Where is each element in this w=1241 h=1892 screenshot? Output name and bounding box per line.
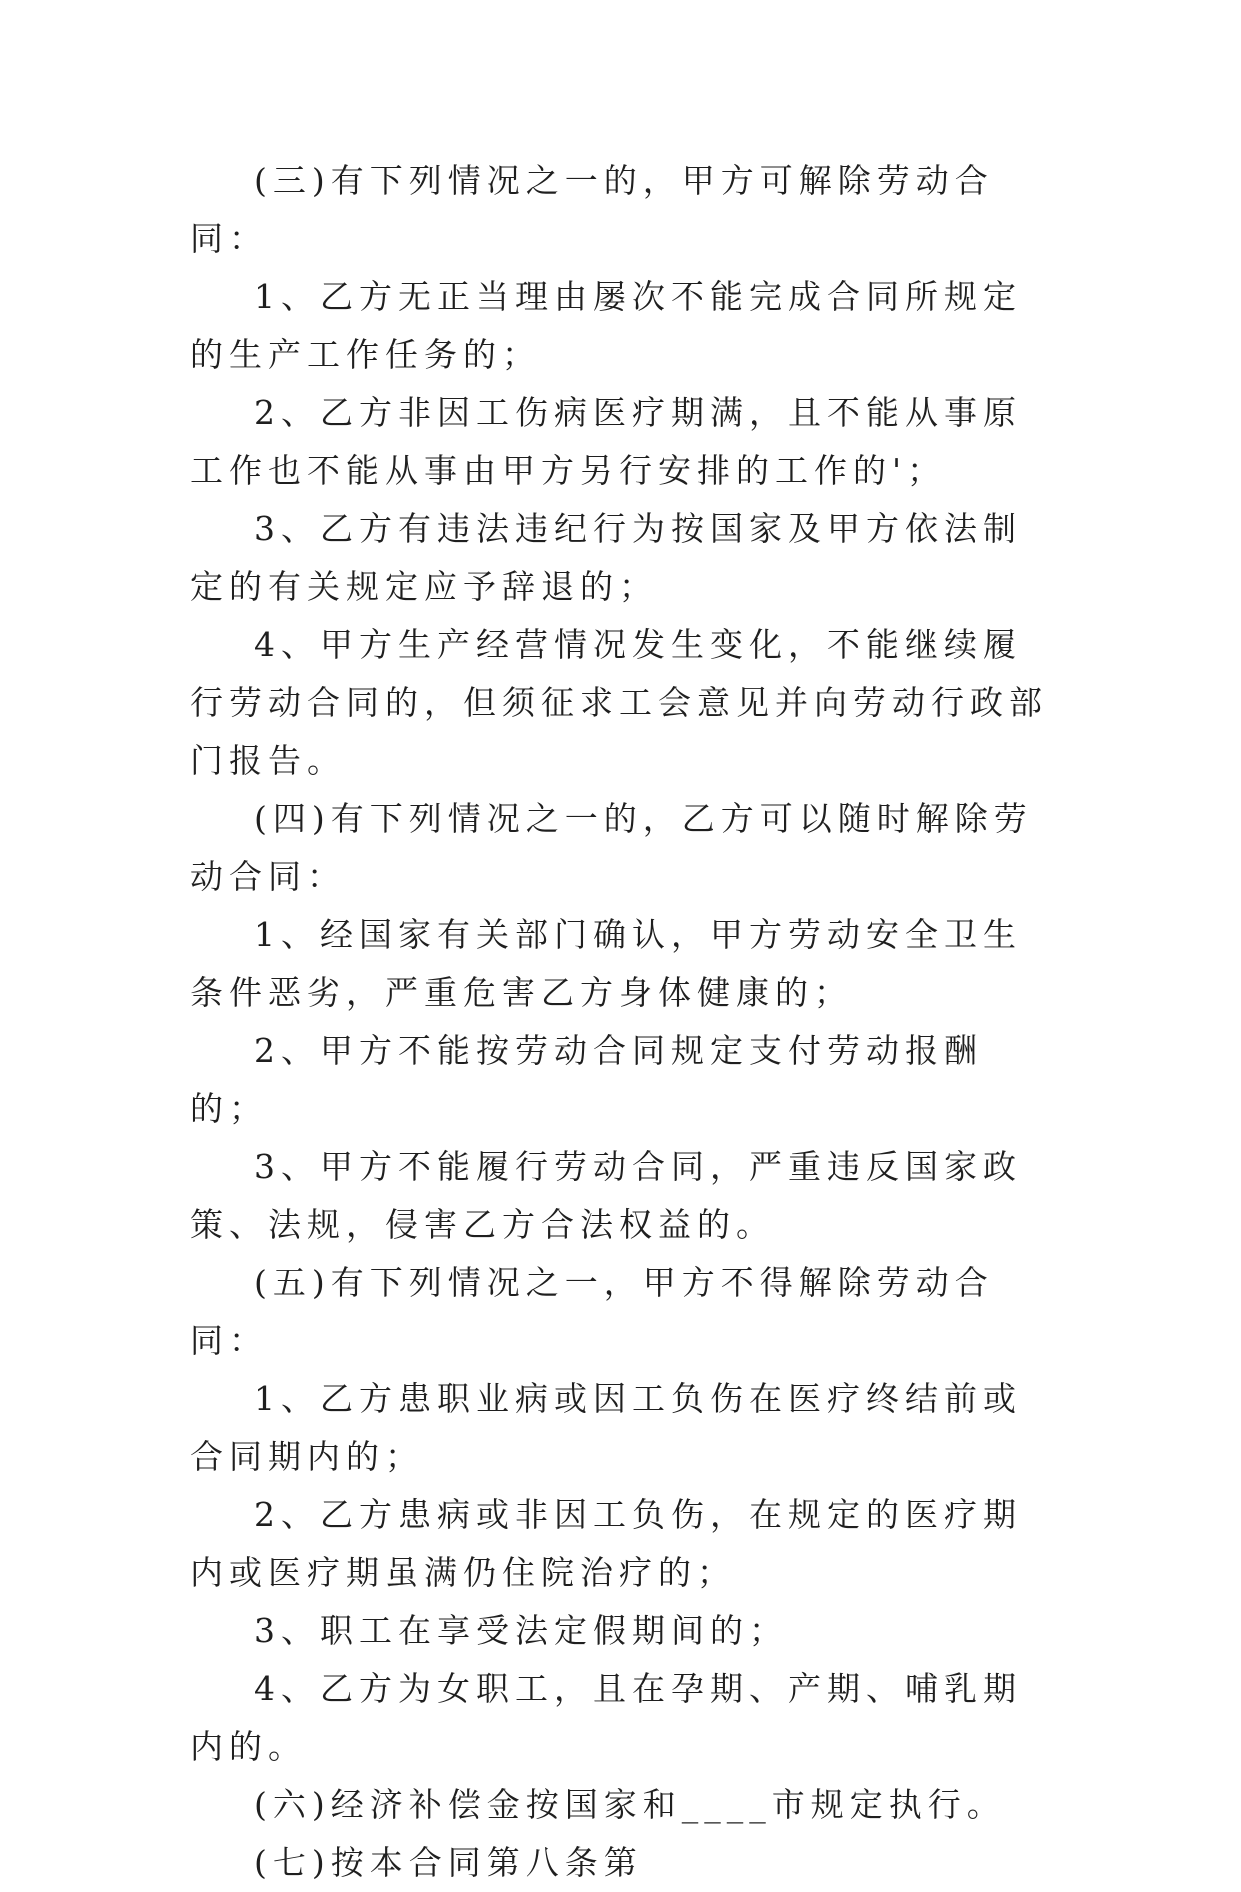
section-3-item-4: 4、甲方生产经营情况发生变化，不能继续履行劳动合同的，但须征求工会意见并向劳动行政部门报告。 [190,625,1048,780]
section-4-item-1: 1、经国家有关部门确认，甲方劳动安全卫生条件恶劣，严重危害乙方身体健康的； [190,915,1022,1012]
section-6-paragraph: (六)经济补偿金按国家和____市规定执行。 [254,1785,1006,1824]
section-4-item-3: 3、甲方不能履行劳动合同，严重违反国家政策、法规，侵害乙方合法权益的。 [190,1147,1022,1244]
section-7-paragraph: (七)按本合同第八条第 [254,1843,643,1882]
section-4-item-2: 2、甲方不能按劳动合同规定支付劳动报酬的； [190,1031,983,1128]
section-5-item-4: 4、乙方为女职工，且在孕期、产期、哺乳期内的。 [190,1669,1022,1766]
section-3-item-1: 1、乙方无正当理由屡次不能完成合同所规定的生产工作任务的； [190,277,1022,374]
section-5-item-3: 3、职工在享受法定假期间的； [254,1611,788,1650]
document-body [190,152,1050,1892]
section-3-item-3: 3、乙方有违法违纪行为按国家及甲方依法制定的有关规定应予辞退的； [190,509,1022,606]
section-5-heading: (五)有下列情况之一，甲方不得解除劳动合同： [190,1263,994,1360]
section-3-item-2: 2、乙方非因工伤病医疗期满，且不能从事原工作也不能从事由甲方另行安排的工作的'； [190,393,1022,490]
section-4-heading: (四)有下列情况之一的，乙方可以随时解除劳动合同： [190,799,1033,896]
section-5-item-1: 1、乙方患职业病或因工负伤在医疗终结前或合同期内的； [190,1379,1022,1476]
section-5-item-2: 2、乙方患病或非因工负伤，在规定的医疗期内或医疗期虽满仍住院治疗的； [190,1495,1022,1592]
section-3-heading: (三)有下列情况之一的，甲方可解除劳动合同： [190,161,994,258]
